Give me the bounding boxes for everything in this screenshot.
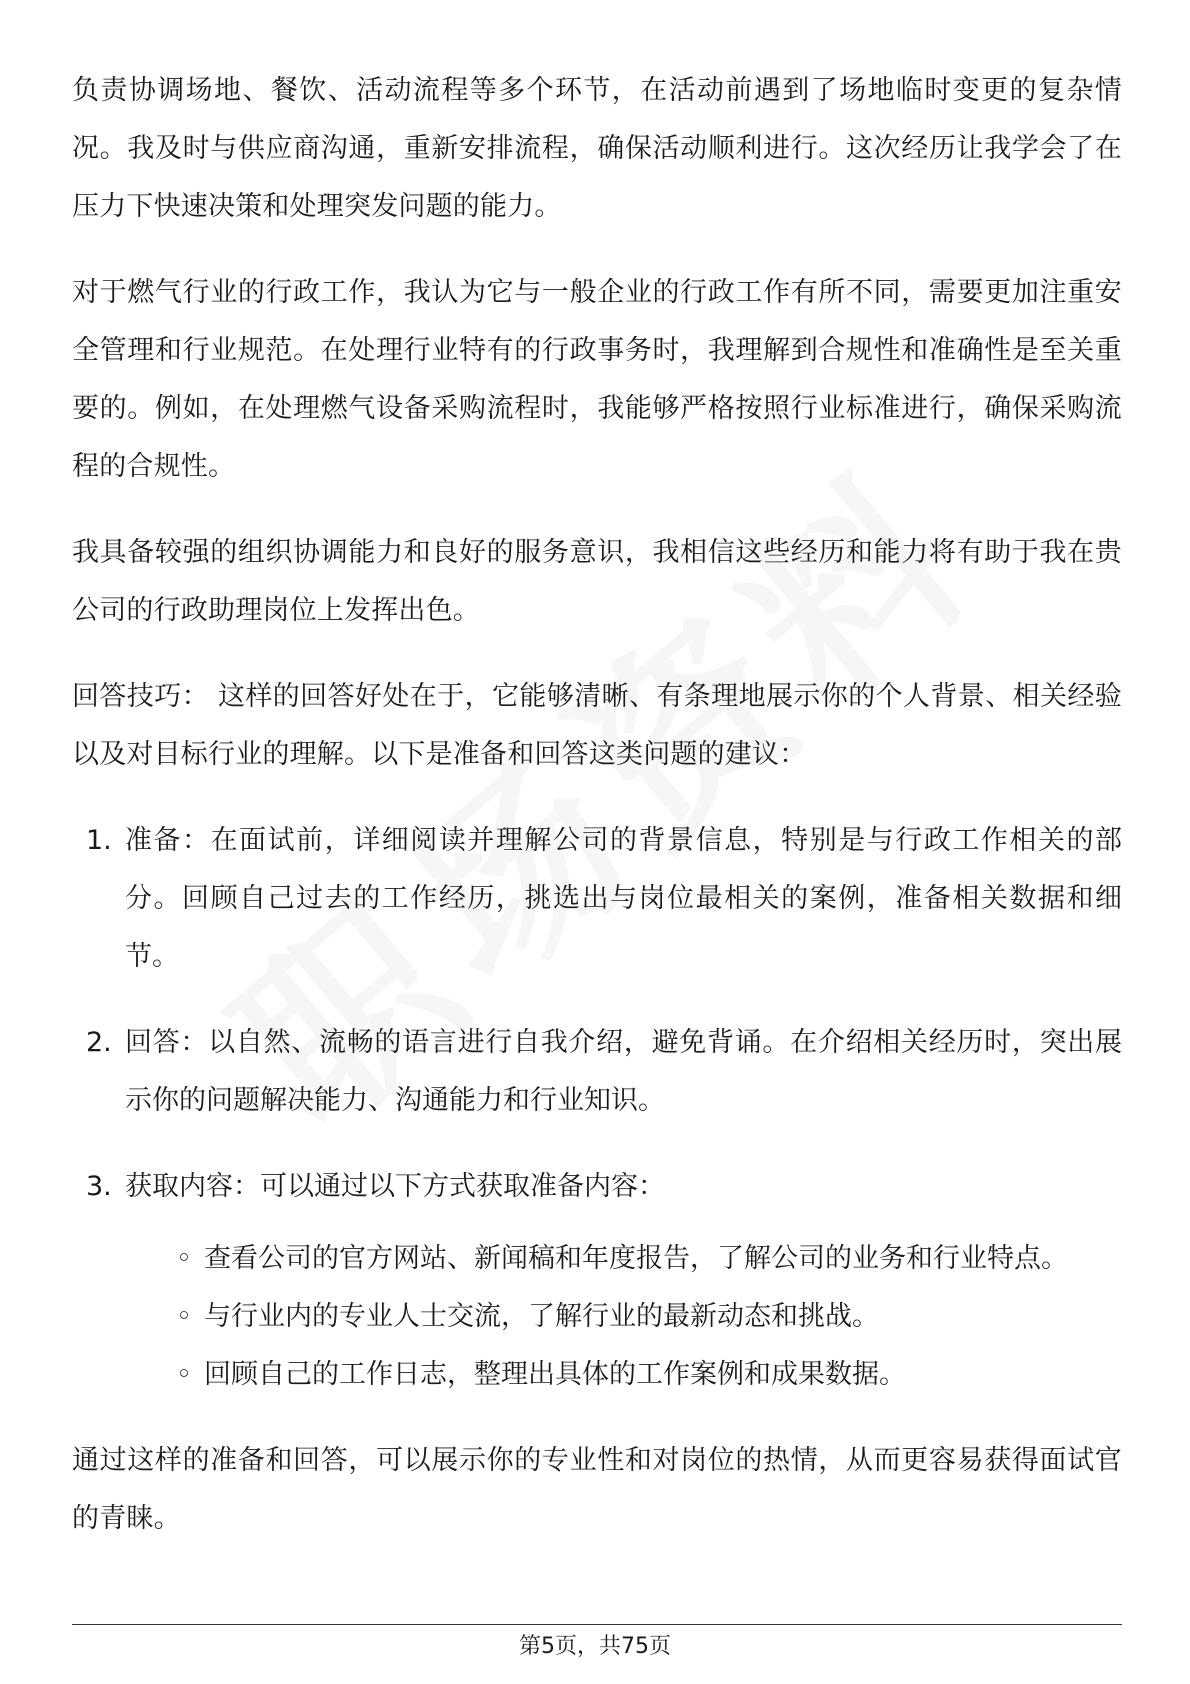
bullet-icon: ◦: [176, 1359, 192, 1390]
document-page: [72, 62, 1122, 1576]
sublist-item: [176, 1288, 1122, 1346]
page-number: 第5页，共75页: [519, 1634, 671, 1659]
footer-divider: [72, 1624, 1122, 1625]
numbered-list: [72, 812, 1122, 1404]
list-item-text: 回答：以自然、流畅的语言进行自我介绍，避免背诵。在介绍相关经历时，突出展示你的问题解决能力、沟通能力和行业知识。: [125, 1027, 1122, 1116]
paragraph-3: 我具备较强的组织协调能力和良好的服务意识，我相信这些经历和能力将有助于我在贵公司的行政助理岗位上发挥出色。: [72, 537, 1122, 626]
sublist-item-text: 与行业内的专业人士交流，了解行业的最新动态和挑战。: [204, 1301, 879, 1332]
paragraph-tips: 回答技巧： 这样的回答好处在于，它能够清晰、有条理地展示你的个人背景、相关经验以及对目标行业的理解。以下是准备和回答这类问题的建议：: [72, 681, 1122, 770]
bullet-sublist: [125, 1230, 1122, 1404]
paragraph-2: 对于燃气行业的行政工作，我认为它与一般企业的行政工作有所不同，需要更加注重安全管理和行业规范。在处理行业特有的行政事务时，我理解到合规性和准确性是至关重要的。例如，在处理燃气设备采购流程时，我能够严格按照行业标准进行，确保采购流程的合规性。: [72, 277, 1122, 482]
list-item: [72, 1158, 1122, 1404]
list-number: 2.: [86, 1027, 112, 1058]
closing-paragraph: 通过这样的准备和回答，可以展示你的专业性和对岗位的热情，从而更容易获得面试官的青睐。: [72, 1445, 1122, 1534]
bullet-icon: ◦: [176, 1301, 192, 1332]
bullet-icon: ◦: [176, 1243, 192, 1274]
sublist-item: [176, 1346, 1122, 1404]
list-item: [72, 812, 1122, 986]
list-item-text: 准备：在面试前，详细阅读并理解公司的背景信息，特别是与行政工作相关的部分。回顾自己过去的工作经历，挑选出与岗位最相关的案例，准备相关数据和细节。: [125, 825, 1122, 972]
list-item: [72, 1014, 1122, 1130]
sublist-item-text: 回顾自己的工作日志，整理出具体的工作案例和成果数据。: [204, 1359, 906, 1390]
list-item-text: 获取内容：可以通过以下方式获取准备内容：: [125, 1171, 665, 1202]
paragraph-1: 负责协调场地、餐饮、活动流程等多个环节，在活动前遇到了场地临时变更的复杂情况。我及时与供应商沟通，重新安排流程，确保活动顺利进行。这次经历让我学会了在压力下快速决策和处理突发问题的能力。: [72, 75, 1122, 222]
list-number: 3.: [86, 1171, 112, 1202]
list-number: 1.: [86, 825, 112, 856]
sublist-item: [176, 1230, 1122, 1288]
sublist-item-text: 查看公司的官方网站、新闻稿和年度报告，了解公司的业务和行业特点。: [204, 1243, 1068, 1274]
